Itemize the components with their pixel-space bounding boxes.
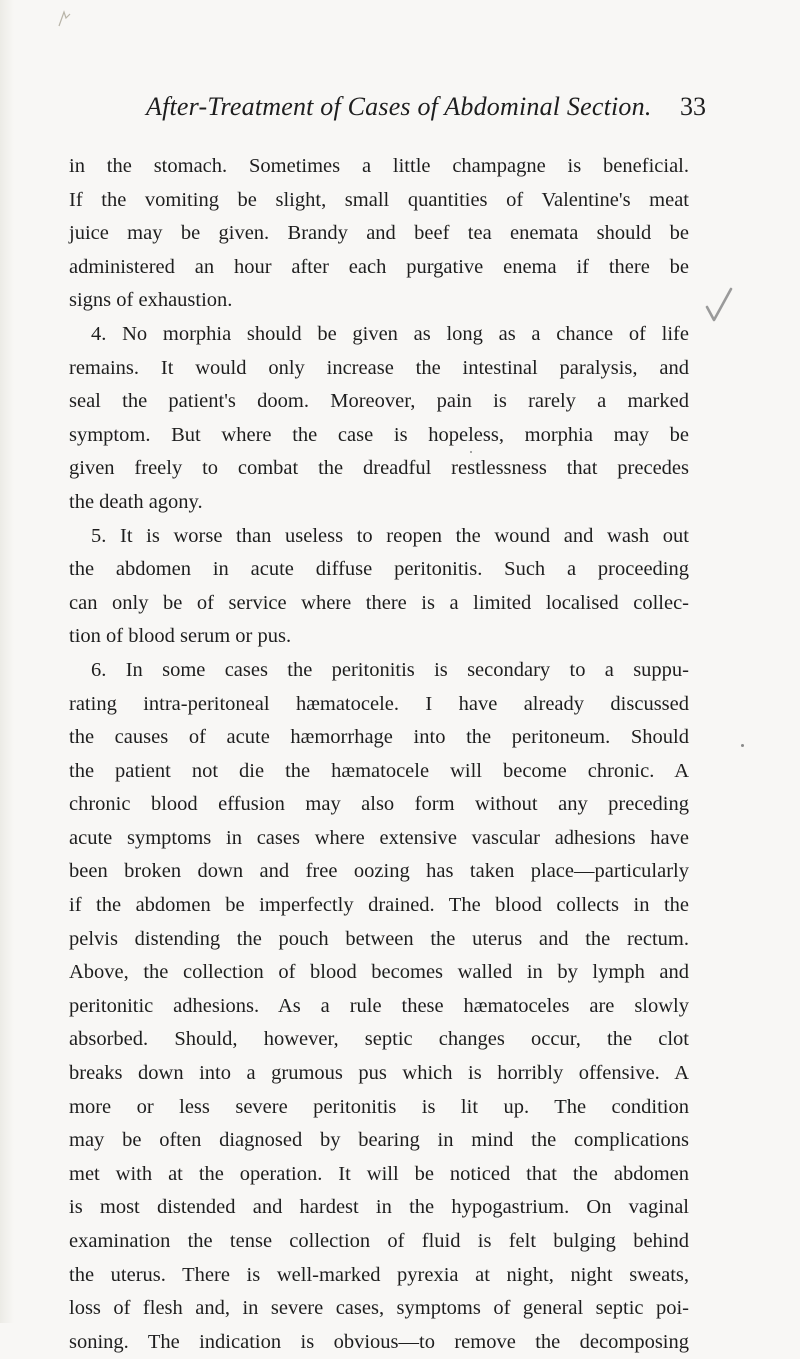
text-line: chronic blood effusion may also form without any preceding [69,793,689,816]
text-line: given freely to combat the dreadful restlessness that precedes [69,457,689,480]
text-line: symptom. But where the case is hopeless, morphia may be [69,423,689,446]
checkmark-icon [705,287,733,323]
text-line: absorbed. Should, however, septic changes occur, the clot [69,1028,689,1051]
text-line: breaks down into a grumous pus which is horribly offensive. A [69,1062,689,1085]
text-line: examination the tense collection of fluid is felt bulging behind [69,1230,689,1252]
text-line: met with at the operation. It will be noticed that the abdomen [69,1162,689,1185]
text-line: tion of blood serum or pus. [69,625,292,648]
text-line: juice may be given. Brandy and beef tea enemata should be [69,222,689,245]
page-number: 33 [680,92,706,121]
text-line: loss of flesh and, in severe cases, symptoms of general septic poi- [69,1297,689,1320]
text-line: If the vomiting be slight, small quantities of Valentine's meat [69,188,689,211]
text-line: the death agony. [69,490,203,513]
text-line: been broken down and free oozing has taken place—particularly [69,860,689,883]
text-line: soning. The indication is obvious—to remove the decomposing [69,1330,689,1353]
paragraph-5-start: 5. It is worse than useless to reopen the wound and wash out [91,524,689,547]
running-title: After-Treatment of Cases of Abdominal Section. [146,92,652,121]
page-edge-shadow [0,0,14,1323]
text-line: the patient not die the hæmatocele will become chronic. A [69,759,689,782]
running-header [146,92,706,132]
text-line: rating intra-peritoneal hæmatocele. I have already discussed [69,692,689,715]
paper-speck [741,744,744,747]
text-line: can only be of service where there is a limited localised collec- [69,591,689,614]
text-line: acute symptoms in cases where extensive vascular adhesions have [69,826,689,849]
text-line: Above, the collection of blood becomes walled in by lymph and [69,961,689,984]
paragraph-4-start: 4. No morphia should be given as long as a chance of life [91,322,689,345]
text-line: the abdomen in acute diffuse peritonitis. Such a proceeding [69,558,689,581]
text-line: remains. It would only increase the intestinal paralysis, and [69,356,689,379]
paper-speck [470,451,472,453]
text-line: signs of exhaustion. [69,289,233,312]
text-line: the causes of acute hæmorrhage into the peritoneum. Should [69,726,689,749]
text-line: in the stomach. Sometimes a little champagne is beneficial. [69,155,689,177]
text-line: the uterus. There is well-marked pyrexia at night, night sweats, [69,1263,689,1286]
text-line: administered an hour after each purgative enema if there be [69,255,689,278]
body-text [69,150,689,1359]
paragraph-6-start: 6. In some cases the peritonitis is secondary to a suppu- [91,658,689,681]
text-line: pelvis distending the pouch between the uterus and the rectum. [69,927,689,950]
text-line: is most distended and hardest in the hypogastrium. On vaginal [69,1196,689,1219]
text-line: if the abdomen be imperfectly drained. The blood collects in the [69,894,689,917]
corner-smudge-icon [56,8,74,30]
text-line: may be often diagnosed by bearing in mind the complications [69,1129,689,1152]
text-line: seal the patient's doom. Moreover, pain is rarely a marked [69,390,689,413]
text-line: peritonitic adhesions. As a rule these hæmatoceles are slowly [69,994,689,1017]
text-line: more or less severe peritonitis is lit up. The condition [69,1095,689,1118]
